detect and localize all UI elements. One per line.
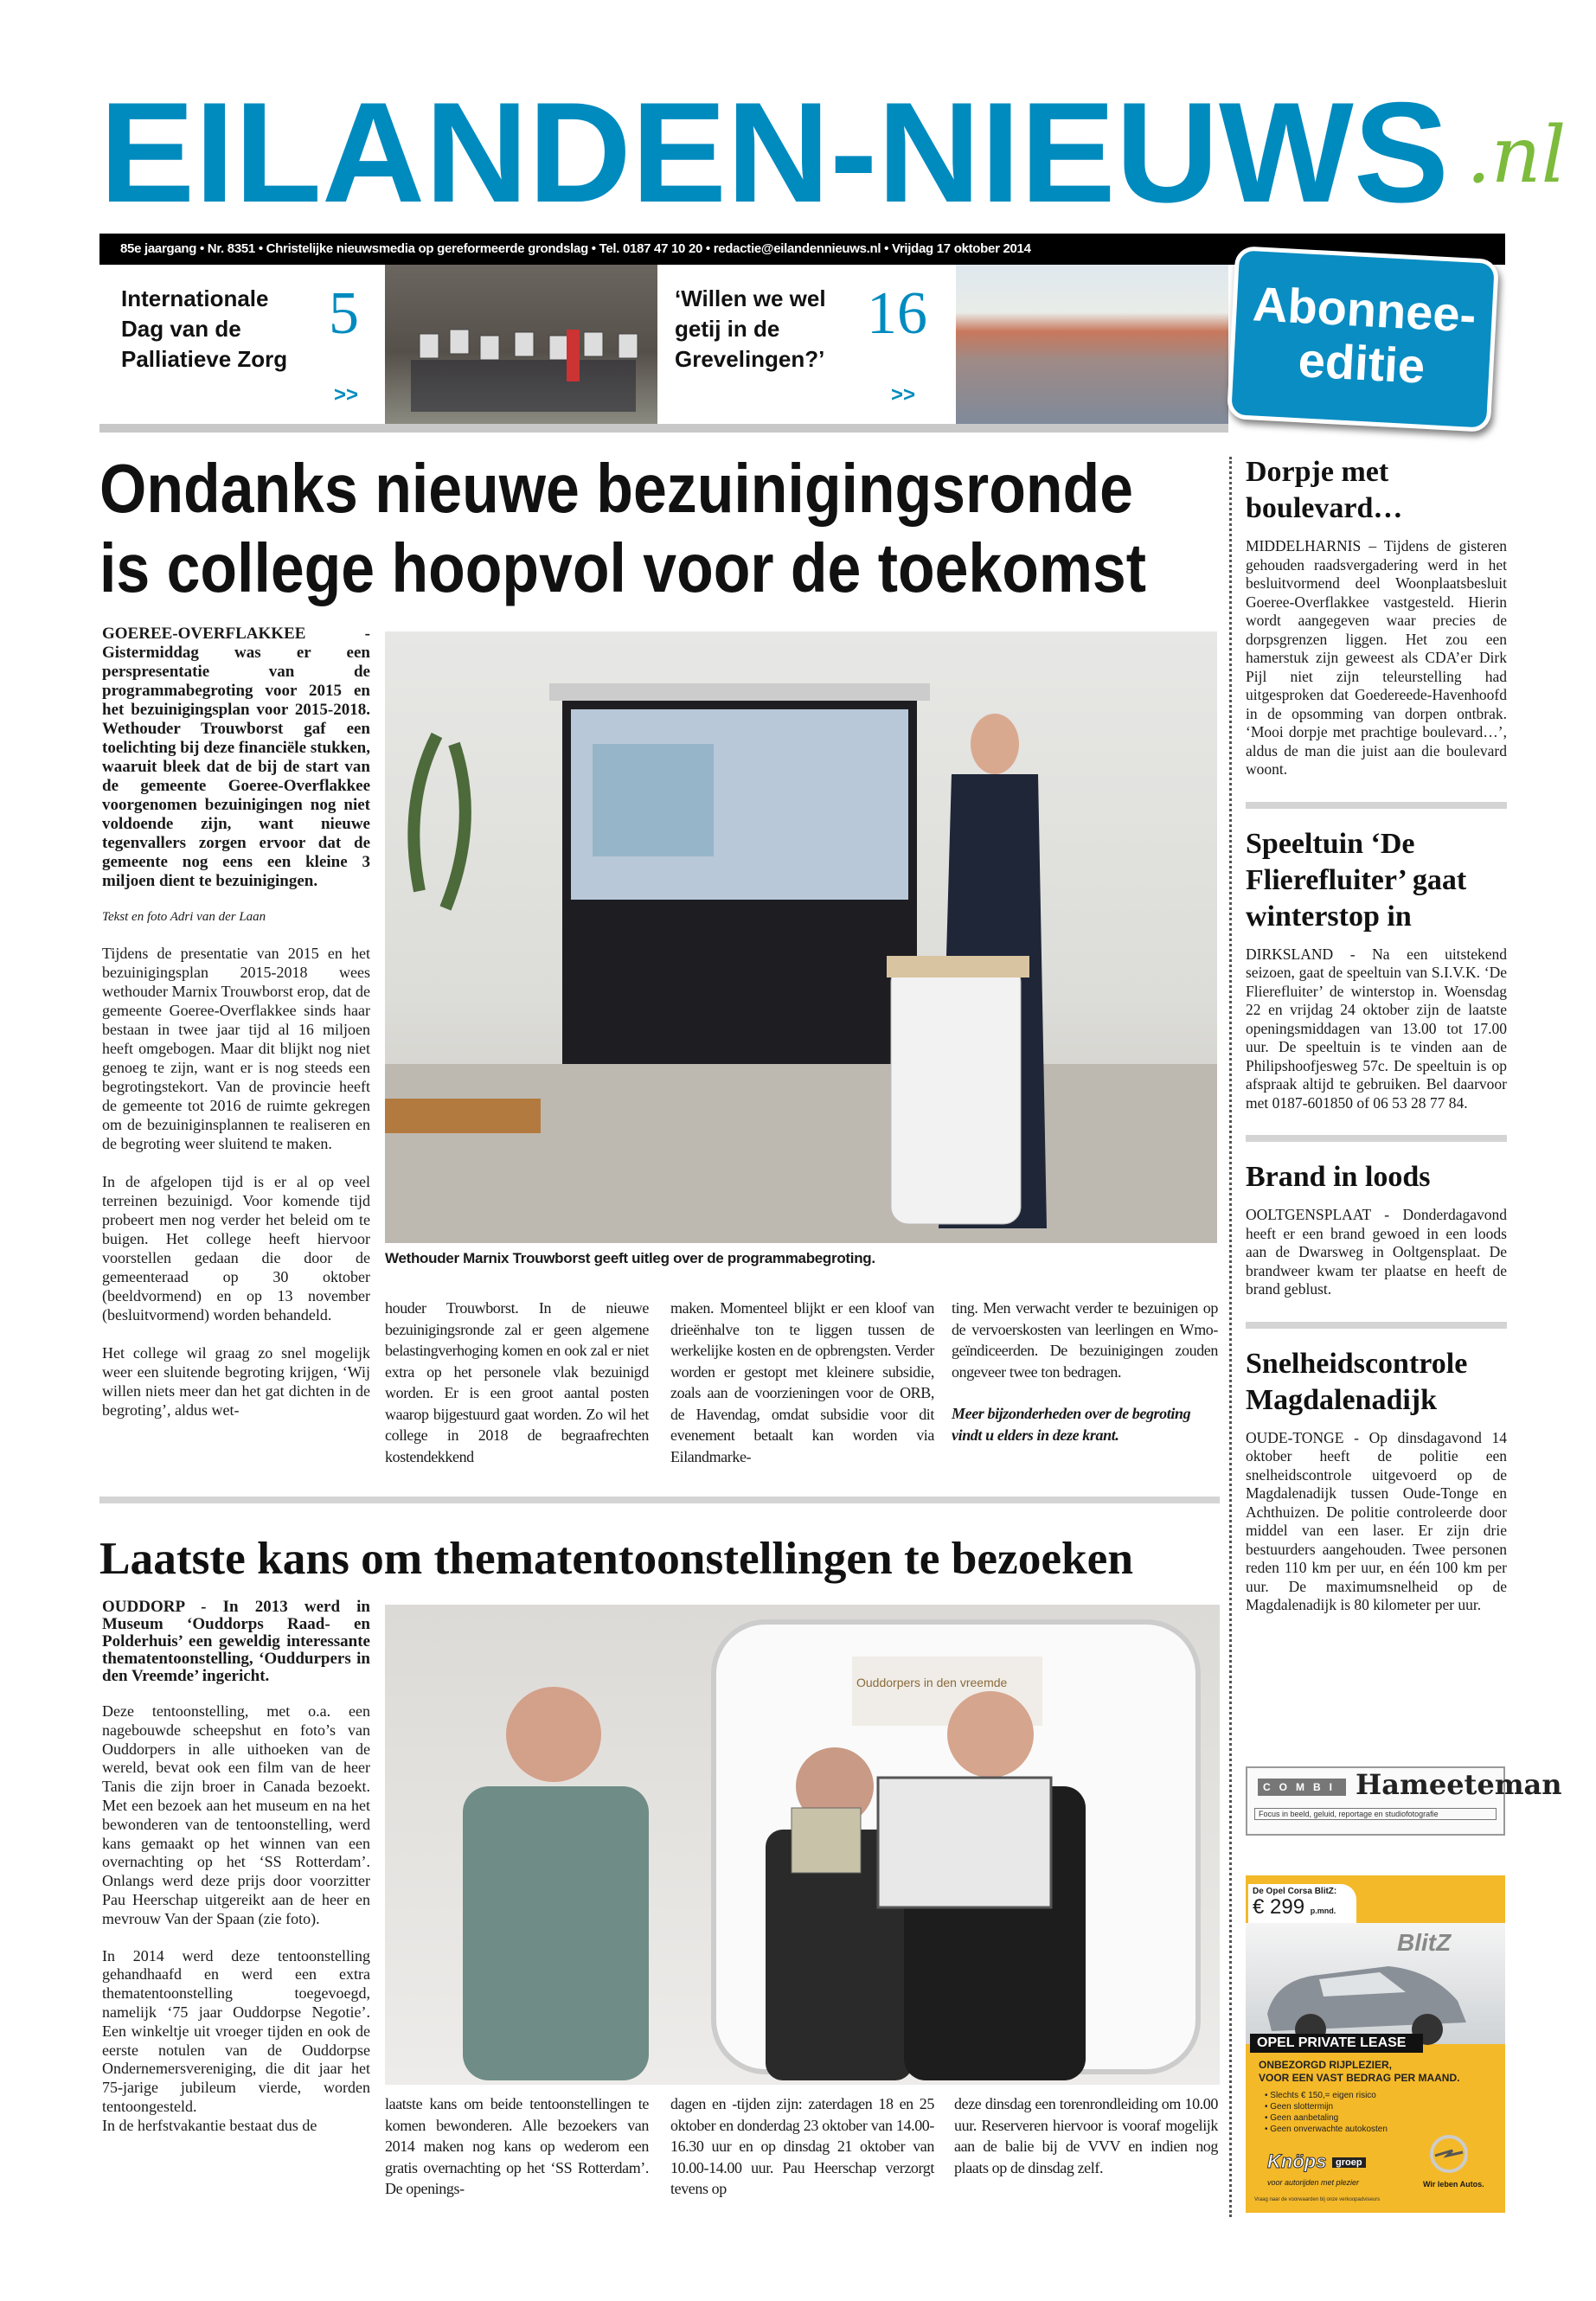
teaser-title: Internationale Dag van de Palliatieve Zorg [121, 285, 288, 372]
paragraph: In de afgelopen tijd is er al op veel terreinen bezuinigd. Voor komende tijd probeert men nog verder het beleid om te buigen. Het college heeft hiervoor voorstellen gedaan die door de gemeenteraad op 30 oktober (beeldvormend) en op 13 november (besluitvormend) worden behandeld. [102, 1173, 370, 1324]
sidebar-body: DIRKSLAND - Na een uitstekend seizoen, gaat de speeltuin van S.I.V.K. ‘De Flierefluiter’ de winterstop in. Woensdag 22 en vrijdag 24 oktober zijn de laatste openingsmiddagen van 13.00 tot 17.00 uur. De speeltuin is te vinden aan de Philipshoofjesweg 57c. De speeltuin is op afspraak altijd te gebruiken. Bel daarvoor met 0187-601850 of 06 53 28 77 84. [1246, 945, 1507, 1112]
column-separator [1229, 457, 1232, 2217]
sidebar-body: OOLTGENSPLAAT - Donderdagavond heeft er een brand gewoed in een loods aan de Dwarsweg in Ooltgensplaat. De brandweer kwam ter plaatse en heeft de brand geblust. [1246, 1206, 1507, 1298]
hameeteman-ad[interactable] [1246, 1766, 1562, 1836]
fineprint: Vraag naar de voorwaarden bij onze verkoopadviseurs [1254, 2197, 1381, 2202]
opel-headline: ONBEZORGD RIJPLEZIER, VOOR EEN VAST BEDRAG PER MAAND. [1259, 2059, 1460, 2084]
second-headline-text: Laatste kans om thematentoonstellingen te bezoeken [99, 1534, 1133, 1584]
article-column: laatste kans om beide tentoonstellingen te komen bewonderen. Alle bezoekers van 2014 maken nog kans op wederom een gratis overnachting op het ‘SS Rotterdam’. De openings- [385, 2095, 649, 2197]
photo-caption: Wethouder Marnix Trouwborst geeft uitleg over de programmabegroting. [385, 1250, 875, 1266]
teaser-title: ‘Willen we wel getij in de Grevelingen?’ [675, 285, 826, 372]
sidebar-item[interactable] [1246, 454, 1507, 779]
combi-label: COMBI [1258, 1779, 1346, 1796]
teaser-page-number: 16 [867, 280, 927, 347]
logo-suffix: .nl [1466, 110, 1567, 201]
byline: Tekst en foto Adri van der Laan [102, 910, 266, 924]
sidebar-body: OUDE-TONGE - Op dinsdagavond 14 oktober heeft de politie een snelheidscontrole uitgevoerd op de Magdalenadijk tussen Oude-Tonge en Achthuizen. De politie controleerde door middel van een laser. Er zijn drie bestuurders aangehouden. Twee personen reden 110 km per uur, en één 100 km per uur. De maximumsnelheid op de Magdalenadijk is 80 kilometer per uur. [1246, 1428, 1507, 1613]
article-column: ting. Men verwacht verder te bezuinigen op de vervoerskosten van leerlingen en Wmo-geïndiceerden. De bezuinigingen zouden ongeveer twee ton bedragen. Meer bijzonderheden over de begroting vindt u elders in deze krant. [952, 1298, 1218, 1445]
private-lease-banner: OPEL PRIVATE LEASE [1250, 2034, 1423, 2053]
opel-slogan: Wir leben Autos. [1423, 2180, 1484, 2189]
presentation-photo-image [385, 631, 1217, 1243]
teaser-2[interactable] [675, 280, 952, 413]
paragraph: Tijdens de presentatie van 2015 en het bezuinigingsplan 2015-2018 wees wethouder Marnix Trouwborst erop, dat de gemeente Goeree-Overflakkee sinds haar bestaan in twee jaar tijd al 16 miljoen heeft omgebogen. Maar dit blijkt nog niet genoeg te zijn, want er is nog steeds een begrotingstekort. Van de provincie heeft de gemeente tot 2016 de ruimte gekregen om de bezuiniginsplannen te realiseren en de begroting weer sluitend te maken. [102, 945, 370, 1152]
paragraph: In 2014 werd deze tentoonstelling gehandhaafd en werd een extra thematentoonstelling toegevoegd, namelijk ‘75 jaar Ouddorpse Negotie’. Een winkeltje uit vroeger tijden en ook de eerste notulen van de Ouddorpse Ondernemersvereniging, die dit jaar het 75-jarige jubileum vierde, worden tentoongesteld. [102, 1946, 370, 2115]
article-column: maken. Momenteel blijkt er een kloof van drieënhalve ton te liggen tussen de werkelijke kosten en de opbrengsten. Verder worden er gestopt met kleinere subsidie, zoals aan de voorzieningen voor de ORB, de Havendag, omdat subsidie voor dit evenement betaalt kan worden via Eilandmarke- [670, 1299, 934, 1465]
opel-logo-icon [1430, 2135, 1468, 2173]
sidebar-headline: Dorpje met boulevard… [1246, 456, 1403, 524]
second-article-left-column [102, 1599, 370, 2155]
article-footnote: Meer bijzonderheden over de begroting vindt u elders in deze krant. [952, 1405, 1191, 1444]
subscriber-edition-badge: Abonnee- editie [1227, 246, 1499, 433]
blitz-badge: BlitZ [1397, 1929, 1452, 1956]
paragraph: In de herfstvakantie bestaat dus de [102, 2116, 317, 2134]
sidebar-headline: Snelheidscontrole Magdalenadijk [1246, 1347, 1468, 1416]
sidebar-item[interactable] [1246, 826, 1507, 1113]
hameeteman-name: Hameeteman [1356, 1768, 1562, 1801]
hameeteman-tagline: Focus in beeld, geluid, reportage en studiofotografie [1254, 1808, 1497, 1820]
second-article-photo [385, 1605, 1220, 2085]
photo-sign-text: Ouddorpers in den vreemde [856, 1676, 1008, 1689]
knops-logo: Knöps [1267, 2150, 1327, 2172]
main-article-photo [385, 631, 1217, 1243]
knops-slogan: voor autorijden met plezier [1267, 2178, 1360, 2187]
sidebar-headline: Brand in loods [1246, 1161, 1431, 1193]
sidebar [1246, 454, 1507, 1615]
sidebar-headline: Speeltuin ‘De Flierefluiter’ gaat winterstop in [1246, 827, 1467, 933]
teaser-page-number: 5 [329, 280, 359, 347]
main-headline[interactable] [99, 450, 1215, 610]
divider [1246, 1322, 1507, 1329]
teaser-2-photo [956, 265, 1228, 424]
main-article-lead: GOEREE-OVERFLAKKEE - Gistermiddag was er een perspresentatie van de programmabegroting voor 2015 en het bezuinigingsplan voor 2015-2018. Wethouder Trouwborst gaf een toelichting bij deze financiële stukken, waaruit bleek dat de bij de start van de gemeente Goeree-Overflakkee voorgenomen bezuinigingen nog niet voldoende zijn, want nieuwe tegenvallers zorgen ervoor dat de gemeente nog eens een kleine 3 miljoen dient te bezuinigingen. [102, 625, 370, 890]
main-headline-line-1: Ondanks nieuwe bezuinigingsronde [99, 450, 1133, 527]
article-column: dagen en -tijden zijn: zaterdagen 18 en 25 oktober en donderdag 23 oktober van 14.00-16.30 uur en op dinsdag 21 oktober van 10.00-14.00 uur. Pau Heerschap verzorgt tevens op [670, 2095, 934, 2197]
article-column: houder Trouwborst. In de nieuwe bezuinigingsronde zal er geen algemene belastingverhoging komen en ook zal er niet extra op het personele vlak bezuinigd worden. Er is een groot aantal posten waarop bijgestuurd gaat worden. Zo wil het college in 2018 de begraafrechten kostendekkend [385, 1299, 649, 1465]
second-headline[interactable] [99, 1527, 1215, 1589]
teaser-1[interactable] [121, 280, 381, 413]
sidebar-item[interactable] [1246, 1159, 1507, 1299]
paragraph: Het college wil graag zo snel mogelijk weer een sluitende begroting krijgen, ‘Wij willen niets meer dan het gat dichten in de begroting’, aldus wet- [102, 1344, 370, 1419]
divider [1246, 802, 1507, 809]
prize-photo-image [385, 1605, 1220, 2085]
group-photo-image [385, 265, 657, 424]
opel-ad[interactable] [1246, 1875, 1505, 2213]
divider [99, 424, 1228, 433]
info-bar: 85e jaargang • Nr. 8351 • Christelijke nieuwsmedia op gereformeerde grondslag • Tel. 0187 47 10 20 • redactie@eilandennieuws.nl • Vrijdag 17 oktober 2014 [99, 234, 1505, 265]
price-box: De Opel Corsa BlitZ: € 299 p.mnd. [1248, 1884, 1356, 1923]
teaser-1-photo [385, 265, 657, 424]
logo-wordmark [99, 91, 1458, 212]
sidebar-body: MIDDELHARNIS – Tijdens de gisteren gehouden raadsvergadering werd in het besluitvormend deel Woonplaatsbesluit Goeree-Overflakkee vastgesteld. Hierin wordt aangegeven waar precies de dorpsgrenzen liggen. Het zou een hamerstuk zijn geweest als CDA’er Dirk Pijl niet zijn teleurstelling had uitgesproken dat Goedereede-Havenhoofd in de opsomming van dorpen ontbrak. ‘Mooi dorpje met prachtige boulevard…’, aldus de man die juist aan die boulevard woont. [1246, 537, 1507, 778]
masthead-logo [99, 91, 1567, 212]
divider [99, 1497, 1220, 1503]
divider [1246, 1135, 1507, 1142]
main-article-left-column [102, 625, 370, 1439]
paragraph: Deze tentoonstelling, met o.a. een nagebouwde scheepshut en foto’s van Ouddorpers in alle uithoeken van de wereld, bevat ook een film van de heer Tanis die zijn broer in Canada bezoekt. Met een bezoek aan het museum en na het bewonderen van de tentoonstelling, werd kans gemaakt op het winnen van een overnachting op het ‘SS Rotterdam’. Onlangs werd deze prijs door voorzitter Pau Heerschap uitgereikt aan de heer en mevrouw Van der Spaan (zie foto). [102, 1702, 370, 1927]
more-arrow-icon: >> [891, 383, 916, 407]
sidebar-item[interactable] [1246, 1346, 1507, 1615]
article-column: deze dinsdag een torenrondleiding om 10.00 uur. Reserveren hiervoor is vooraf mogelijk aan de balie bij de VVV en indien nog plaats op de dinsdag zelf. [954, 2095, 1218, 2176]
opel-bullets: • Slechts € 150,= eigen risico • Geen slottermijn • Geen aanbetaling • Geen onverwachte autokosten [1265, 2091, 1388, 2134]
more-arrow-icon: >> [334, 383, 359, 407]
knops-groep: groep [1332, 2157, 1366, 2168]
logo-title: EILANDEN-NIEUWS [99, 91, 1449, 212]
second-article-lead: OUDDORP - In 2013 werd in Museum ‘Ouddorps Raad- en Polderhuis’ een geweldig interessante thematentoonstelling, ‘Ouddurpers in den Vreemde’ ingericht. [102, 1598, 370, 1685]
main-headline-line-2: is college hoopvol voor de toekomst [99, 529, 1146, 606]
